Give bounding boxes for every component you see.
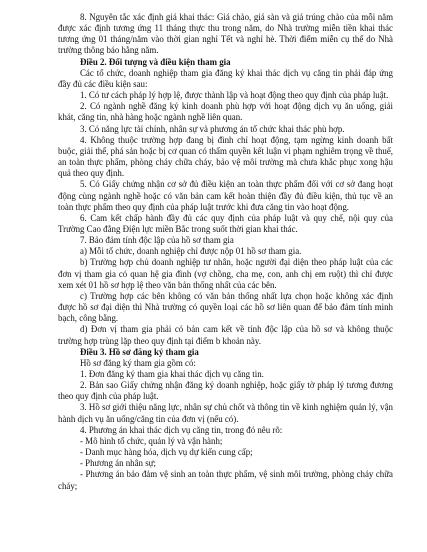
item-4-bullet-safety: - Phương án bảo đảm vệ sinh an toàn thực phẩm, vệ sinh môi trường, phòng cháy chữa cháy; [58,469,393,491]
article-2-item-4: 4. Không thuộc trường hợp đang bị đình chỉ hoạt động, tạm ngừng kinh doanh bất buộc, giải thể, phá sản hoặc bị cơ quan có thẩm quyền kết luận vi phạm nghiêm trọng về thuế, an toàn thực phẩm, phòng cháy chữa cháy, bảo vệ môi trường mà chưa khắc phục xong hậu quả theo quy định. [58,134,393,179]
paragraph-item-8: 8. Nguyên tắc xác định giá khai thác: Giá chào, giá sàn và giá trúng chào của mỗi năm được xác định tương ứng 11 tháng thực thu trong năm, do Nhà trường miễn tiền khai thác tương ứng 01 tháng/năm vào thời gian nghỉ Tết và nghỉ hè. Thời điểm miễn cụ thể do Nhà trường thông báo hằng năm. [58,12,393,56]
article-2-intro: Các tổ chức, doanh nghiệp tham gia đăng ký khai thác dịch vụ căng tin phải đáp ứng đầy đủ các điều kiện sau: [58,67,393,89]
article-3-item-4: 4. Phương án khai thác dịch vụ căng tin, trong đó nêu rõ: [80,424,283,435]
article-3-item-2: 2. Bản sao Giấy chứng nhận đăng ký doanh nghiệp, hoặc giấy tờ pháp lý tương đương theo quy định của pháp luật. [58,380,393,402]
article-3-item-3: 3. Hồ sơ giới thiệu năng lực, nhân sự chủ chốt và thông tin về kinh nghiệm quản lý, vận hành dịch vụ ăn uống/căng tin của đơn vị (nếu có). [58,402,393,424]
article-2-item-3: 3. Có năng lực tài chính, nhân sự và phương án tổ chức khai thác phù hợp. [80,123,345,134]
item-7-sub-a: a) Mỗi tổ chức, doanh nghiệp chỉ được nộp 01 hồ sơ tham gia. [80,246,302,257]
item-4-bullet-model: - Mô hình tổ chức, quản lý và vận hành; [80,435,223,446]
article-2-item-1: 1. Có tư cách pháp lý hợp lệ, được thành lập và hoạt động theo quy định của pháp luật. [80,90,389,101]
article-2-item-2: 2. Có ngành nghề đăng ký kinh doanh phù hợp với hoạt động dịch vụ ăn uống, giải khát, căng tin, nhà hàng hoặc ngành nghề liên quan. [58,101,393,123]
item-7-sub-c: c) Trường hợp các bên không có văn bản thống nhất lựa chọn hoặc không xác định được hồ sơ đại diện thì Nhà trường có quyền loại các hồ sơ liên quan để bảo đảm tính minh bạch, công bằng. [58,290,393,324]
article-2-heading: Điều 2. Đối tượng và điều kiện tham gia [80,56,231,67]
item-7-sub-b: b) Trường hợp chủ doanh nghiệp tư nhân, hoặc người đại diện theo pháp luật của các đơn vị tham gia có quan hệ gia đình (vợ chồng, cha mẹ, con, anh chị em ruột) thì chỉ được xem xét 01 hồ sơ hợp lệ theo văn bản thống nhất của các bên. [58,257,393,290]
article-2-item-6: 6. Cam kết chấp hành đầy đủ các quy định của pháp luật và quy chế, nội quy của Trường Cao đẳng Điện lực miền Bắc trong suốt thời gian khai thác. [58,212,393,234]
article-3-heading: Điều 3. Hồ sơ đăng ký tham gia [80,346,199,357]
item-4-bullet-staff: - Phương án nhân sự; [80,458,156,469]
article-3-item-1: 1. Đơn đăng ký tham gia khai thác dịch vụ căng tin. [80,369,264,379]
item-4-bullet-goods: - Danh mục hàng hóa, dịch vụ dự kiến cung cấp; [80,447,253,458]
item-7-sub-d: d) Đơn vị tham gia phải có bản cam kết về tính độc lập của hồ sơ và không thuộc trường hợp trùng lặp theo quy định tại điểm b khoản này. [58,324,393,346]
article-3-intro: Hồ sơ đăng ký tham gia gồm có: [80,357,196,368]
article-2-item-7: 7. Bảo đảm tính độc lập của hồ sơ tham gia [80,235,234,246]
article-2-item-5: 5. Có Giấy chứng nhận cơ sở đủ điều kiện an toàn thực phẩm đối với cơ sở đang hoạt động cùng ngành nghề hoặc có văn bản cam kết hoàn thiện đầy đủ điều kiện, thủ tục về an toàn thực phẩm theo quy định của pháp luật trước khi đưa căng tin vào hoạt động. [58,179,393,212]
